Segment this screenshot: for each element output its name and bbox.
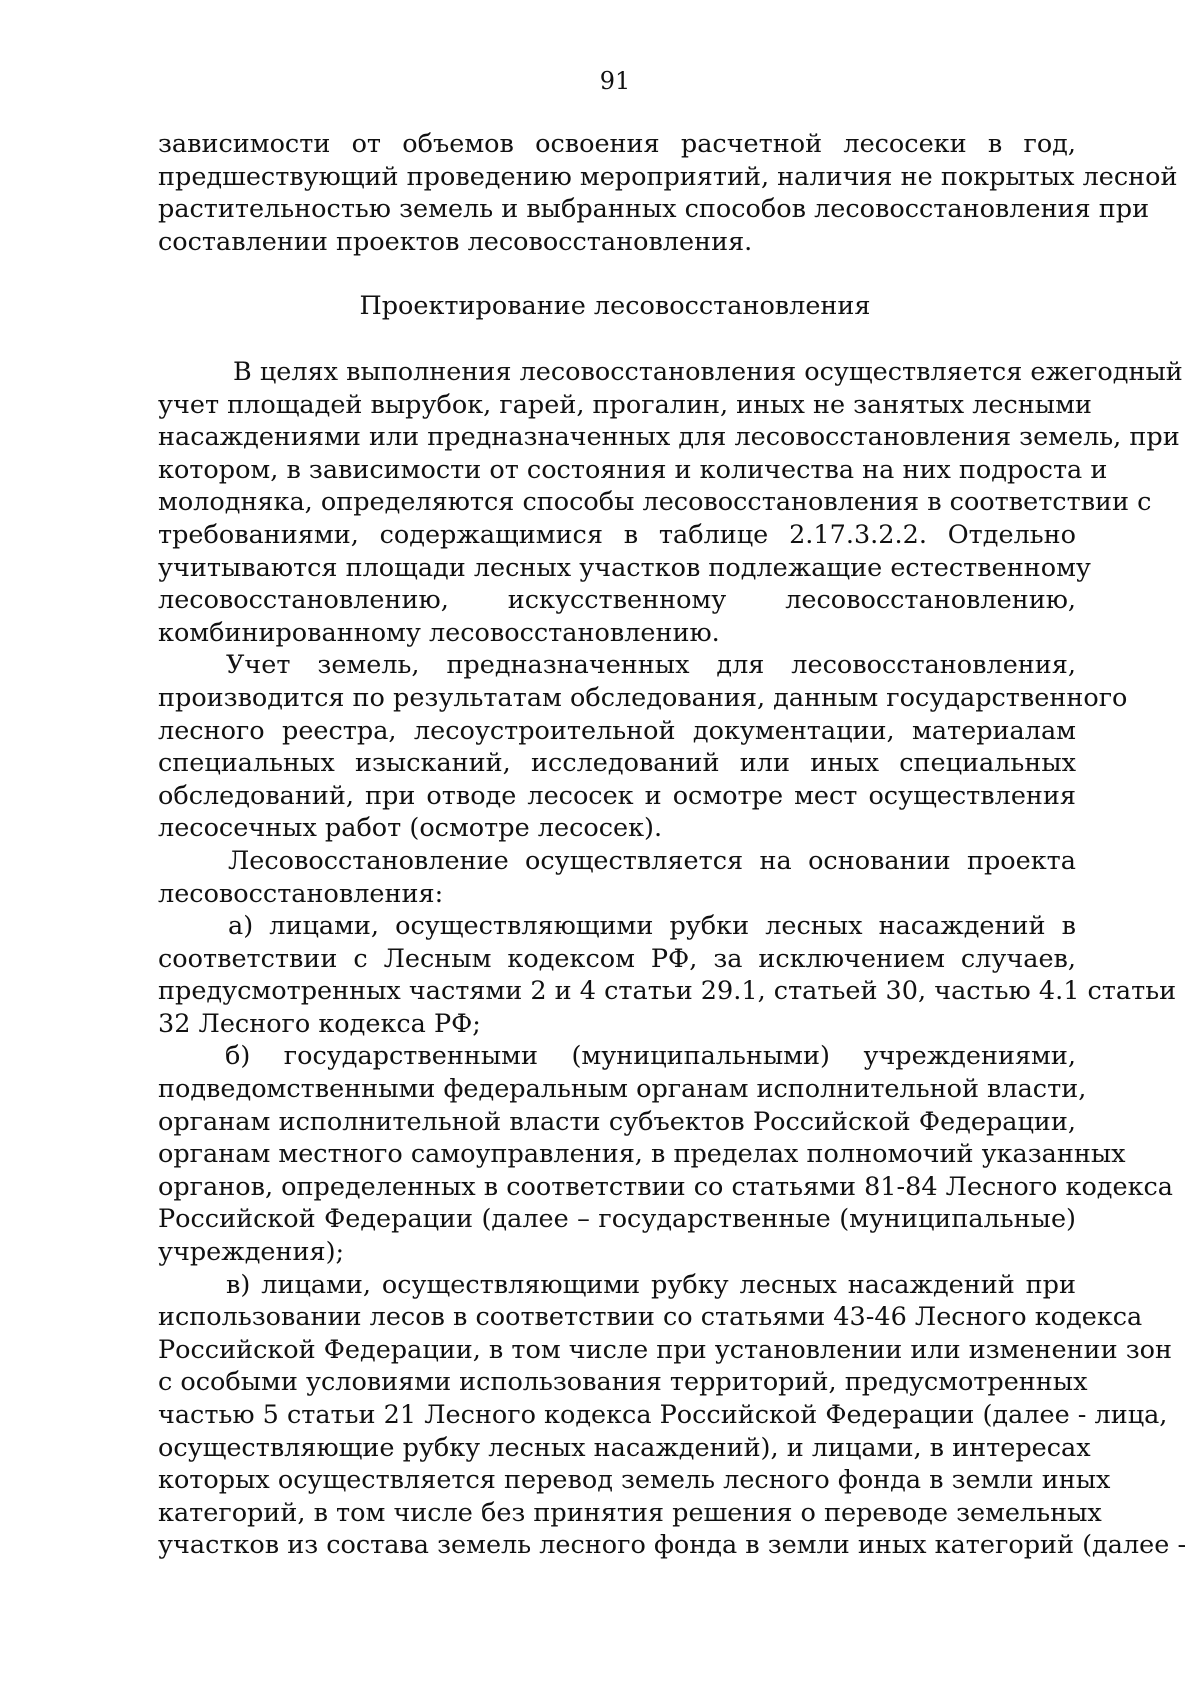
text-line: насаждениями или предназначенных для лесовосстановления земель, при [158,422,1180,453]
text-line: молодняка, определяются способы лесовосстановления в соответствии с [158,487,1152,518]
page-number: 91 [599,67,631,95]
text-line: лесосечных работ (осмотре лесосек). [158,813,663,844]
text-line: лесовосстановления: [158,878,444,909]
text-line: зависимости от объемов освоения расчетной лесосеки в год, [158,129,1076,159]
intro-paragraph [158,128,1178,258]
text-line: с особыми условиями использования территорий, предусмотренных [158,1367,1088,1398]
text-line: растительностью земель и выбранных способов лесовосстановления при [158,194,1150,225]
text-line: б) государственными (муниципальными) учреждениями, [225,1041,1076,1072]
text-line: учреждения); [158,1237,345,1268]
paragraph-reforestation-basis [158,845,1076,910]
text-line: подведомственными федеральным органам исполнительной власти, [158,1074,1087,1105]
text-line: частью 5 статьи 21 Лесного кодекса Российской Федерации (далее - лица, [158,1400,1168,1430]
text-line: В целях выполнения лесовосстановления осуществляется ежегодный [233,357,1183,387]
text-line: требованиями, содержащимися в таблице 2.17.3.2.2. Отдельно [158,519,1076,550]
main-body [158,356,1187,1562]
text-line: органов, определенных в соответствии со статьями 81-84 Лесного кодекса [158,1171,1174,1202]
text-line: Российской Федерации (далее – государственные (муниципальные) [158,1204,1076,1235]
text-line: использовании лесов в соответствии со статьями 43-46 Лесного кодекса [158,1302,1143,1333]
text-line: Лесовосстановление осуществляется на основании проекта [228,845,1076,876]
text-line: комбинированному лесовосстановлению. [158,617,720,648]
text-line: предшествующий проведению мероприятий, наличия не покрытых лесной [158,161,1178,192]
text-line: органам местного самоуправления, в пределах полномочий указанных [158,1139,1126,1170]
text-line: составлении проектов лесовосстановления. [158,226,753,257]
text-line: лесного реестра, лесоустроительной документации, материалам [158,715,1076,746]
list-item-a [158,910,1177,1040]
section-heading: Проектирование лесовосстановления [359,291,871,321]
text-line: лесовосстановлению, искусственному лесовосстановлению, [158,585,1076,616]
list-item-c [158,1269,1187,1562]
text-line: котором, в зависимости от состояния и количества на них подроста и [158,454,1108,485]
text-line: производится по результатам обследования, данным государственного [158,682,1128,713]
text-line: учет площадей вырубок, гарей, прогалин, иных не занятых лесными [158,389,1092,420]
paragraph-accounting-purpose [158,356,1183,649]
text-line: Учет земель, предназначенных для лесовосстановления, [226,650,1076,681]
text-line: соответствии с Лесным кодексом РФ, за исключением случаев, [158,943,1076,974]
text-line: 32 Лесного кодекса РФ; [158,1008,481,1039]
text-line: которых осуществляется перевод земель лесного фонда в земли иных [158,1465,1111,1496]
text-line: учитываются площади лесных участков подлежащие естественному [158,552,1091,583]
text-line: Российской Федерации, в том числе при установлении или изменении зон [158,1334,1172,1365]
list-item-b [158,1040,1174,1268]
paragraph-land-accounting [158,649,1128,845]
text-line: специальных изысканий, исследований или иных специальных [158,748,1076,779]
text-line: органам исполнительной власти субъектов Российской Федерации, [158,1106,1076,1137]
text-line: осуществляющие рубку лесных насаждений), и лицами, в интересах [158,1432,1091,1463]
text-line: в) лицами, осуществляющими рубку лесных насаждений при [226,1269,1076,1300]
text-line: а) лицами, осуществляющими рубки лесных насаждений в [228,911,1076,942]
text-line: предусмотренных частями 2 и 4 статьи 29.1, статьей 30, частью 4.1 статьи [158,976,1177,1007]
text-line: обследований, при отводе лесосек и осмотре мест осуществления [158,780,1076,811]
text-line: участков из состава земель лесного фонда в земли иных категорий (далее - [158,1530,1187,1561]
text-line: категорий, в том числе без принятия решения о переводе земельных [158,1497,1102,1528]
